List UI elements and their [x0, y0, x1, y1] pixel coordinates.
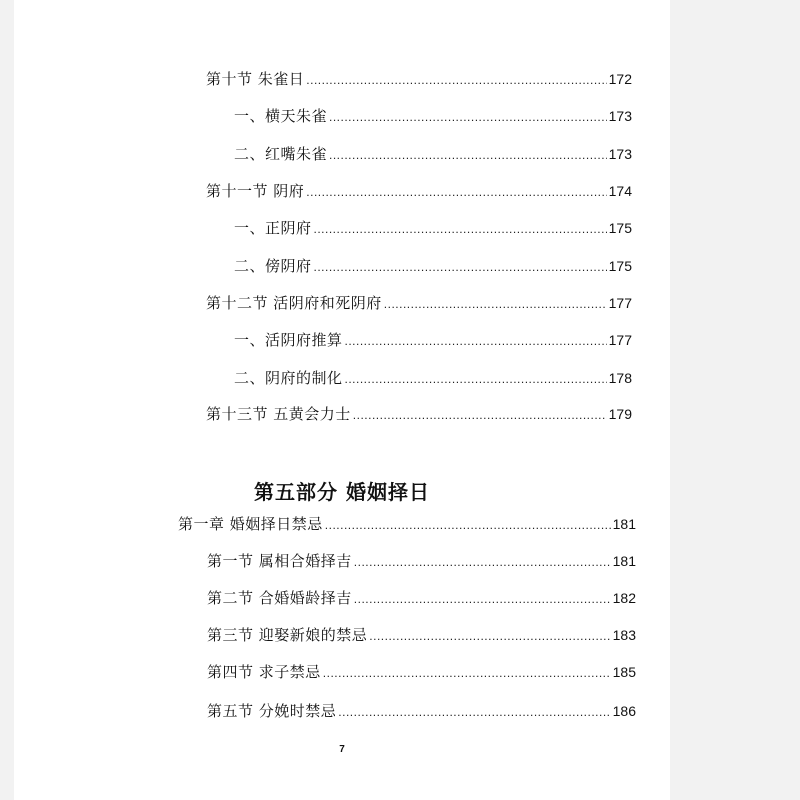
dot-leader	[384, 293, 607, 315]
toc-entry-title: 第三节 迎娶新娘的禁忌	[207, 626, 368, 644]
toc-entry-title: 第一节 属相合婚择吉	[207, 552, 352, 570]
dot-leader	[323, 662, 611, 684]
toc-entry[interactable]	[206, 403, 632, 425]
toc-entry[interactable]	[207, 700, 636, 722]
toc-entry-page: 183	[612, 627, 636, 643]
toc-entry-page: 186	[612, 703, 636, 719]
toc-entry-page: 179	[608, 406, 632, 422]
toc-entry-page: 181	[612, 516, 636, 532]
toc-entry-page: 175	[608, 220, 632, 236]
document-page	[14, 0, 670, 800]
toc-entry-title: 第四节 求子禁忌	[207, 663, 321, 681]
toc-entry-title: 第十一节 阴府	[206, 182, 305, 200]
toc-entry-title: 第十二节 活阴府和死阴府	[206, 294, 382, 312]
dot-leader	[353, 404, 607, 426]
toc-entry-page: 177	[608, 332, 632, 348]
dot-leader	[345, 330, 607, 352]
toc-entry[interactable]	[178, 513, 636, 535]
toc-entry-page: 182	[612, 590, 636, 606]
toc-entry-title: 第五节 分娩时禁忌	[207, 702, 337, 720]
dot-leader	[354, 588, 611, 610]
part-title: 第五部分 婚姻择日	[254, 480, 430, 504]
toc-entry-page: 177	[608, 295, 632, 311]
toc-entry-title: 二、阴府的制化	[234, 369, 343, 387]
toc-entry-page: 181	[612, 553, 636, 569]
dot-leader	[369, 625, 610, 647]
toc-entry[interactable]	[207, 661, 636, 683]
toc-entry-title: 一、正阴府	[234, 219, 312, 237]
dot-leader	[329, 106, 607, 128]
dot-leader	[345, 368, 607, 390]
toc-entry[interactable]	[207, 550, 636, 572]
dot-leader	[306, 69, 606, 91]
toc-entry[interactable]	[207, 624, 636, 646]
toc-entry[interactable]	[206, 180, 632, 202]
page-number: 7	[339, 744, 345, 755]
toc-entry-title: 二、红嘴朱雀	[234, 145, 328, 163]
toc-entry-page: 173	[608, 146, 632, 162]
toc-entry-title: 一、活阴府推算	[234, 331, 343, 349]
toc-entry[interactable]	[207, 587, 636, 609]
toc-entry[interactable]	[234, 143, 632, 165]
dot-leader	[325, 514, 611, 536]
toc-entry-page: 175	[608, 258, 632, 274]
dot-leader	[354, 551, 611, 573]
dot-leader	[329, 144, 607, 166]
toc-entry-title: 第二节 合婚婚龄择吉	[207, 589, 352, 607]
toc-entry-title: 一、横天朱雀	[234, 107, 328, 125]
toc-entry-title: 二、傍阴府	[234, 257, 312, 275]
dot-leader	[314, 256, 607, 278]
toc-entry-page: 173	[608, 108, 632, 124]
toc-entry-title: 第十三节 五黄会力士	[206, 405, 351, 423]
toc-entry[interactable]	[234, 367, 632, 389]
toc-entry-title: 第一章 婚姻择日禁忌	[178, 515, 323, 533]
toc-entry[interactable]	[206, 68, 632, 90]
toc-entry-page: 172	[608, 71, 632, 87]
dot-leader	[314, 218, 607, 240]
dot-leader	[338, 701, 610, 723]
toc-entry[interactable]	[234, 105, 632, 127]
toc-entry[interactable]	[234, 255, 632, 277]
dot-leader	[306, 181, 606, 203]
toc-entry-page: 178	[608, 370, 632, 386]
toc-entry[interactable]	[234, 329, 632, 351]
toc-entry-title: 第十节 朱雀日	[206, 70, 305, 88]
toc-entry[interactable]	[206, 292, 632, 314]
toc-entry-page: 174	[608, 183, 632, 199]
toc-entry-page: 185	[612, 664, 636, 680]
toc-entry[interactable]	[234, 217, 632, 239]
